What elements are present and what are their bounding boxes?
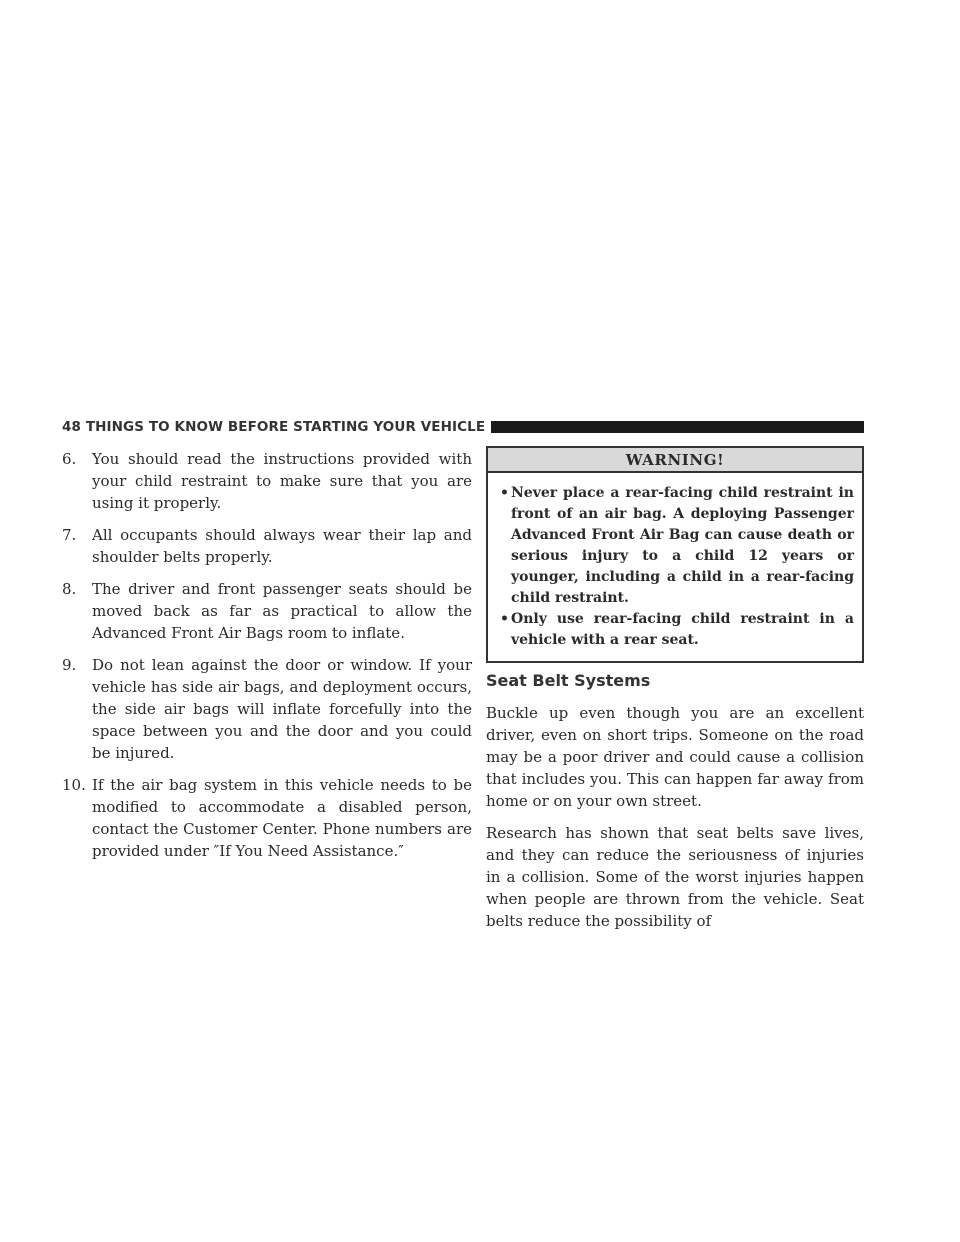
warning-text: Only use rear-facing child restraint in a vehicle with a rear seat. <box>511 611 854 648</box>
warning-title: WARNING! <box>488 448 862 473</box>
list-text: The driver and front passenger seats should be moved back as far as practical to allow the Advanced Front Air Bags room to inflate. <box>92 580 472 642</box>
warning-item <box>500 609 854 651</box>
list-text: Do not lean against the door or window. If your vehicle has side air bags, and deployment occurs, the side air bags will inflate forcefully into the space between you and the door and you could be injured. <box>92 656 472 762</box>
paragraph: Buckle up even though you are an excellent driver, even on short trips. Someone on the road may be a poor driver and could cause a collision that includes you. This can happen far away from home or on your own street. <box>486 704 864 810</box>
list-item-8 <box>62 578 472 644</box>
list-number: 10. <box>62 776 86 794</box>
list-number: 6. <box>62 450 77 468</box>
list-item-9 <box>62 654 472 764</box>
page-number: 48 <box>62 419 81 435</box>
chapter-title: THINGS TO KNOW BEFORE STARTING YOUR VEHICLE <box>85 419 486 435</box>
right-column <box>486 446 864 942</box>
page-header <box>62 416 864 438</box>
bullet-icon: • <box>500 611 509 627</box>
list-number: 7. <box>62 526 77 544</box>
warning-text: Never place a rear-facing child restraint in front of an air bag. A deploying Passenger Advanced Front Air Bag can cause death or serious injury to a child 12 years or younger, including a child in a rear-facing child restraint. <box>511 485 854 606</box>
section-heading: Seat Belt Systems <box>486 671 651 690</box>
list-item-7 <box>62 524 472 568</box>
list-text: You should read the instructions provided with your child restraint to make sure that you are using it properly. <box>92 450 472 512</box>
list-item-6 <box>62 448 472 514</box>
list-text: If the air bag system in this vehicle needs to be modified to accommodate a disabled person, contact the Customer Center. Phone numbers are provided under ″If You Need Assistance.″ <box>92 776 472 860</box>
list-number: 8. <box>62 580 77 598</box>
paragraph: Research has shown that seat belts save lives, and they can reduce the seriousness of injuries in a collision. Some of the worst injuries happen when people are thrown from the vehicle. Seat belts reduce the possibility of <box>486 824 864 930</box>
warning-box <box>486 446 864 663</box>
list-item-10 <box>62 774 472 862</box>
list-text: All occupants should always wear their lap and shoulder belts properly. <box>92 526 472 566</box>
header-rule-bar <box>491 421 864 433</box>
warning-list <box>488 473 862 661</box>
bullet-icon: • <box>500 485 509 501</box>
warning-item <box>500 483 854 609</box>
list-number: 9. <box>62 656 77 674</box>
left-column <box>62 448 472 872</box>
page-header-text <box>62 419 491 435</box>
